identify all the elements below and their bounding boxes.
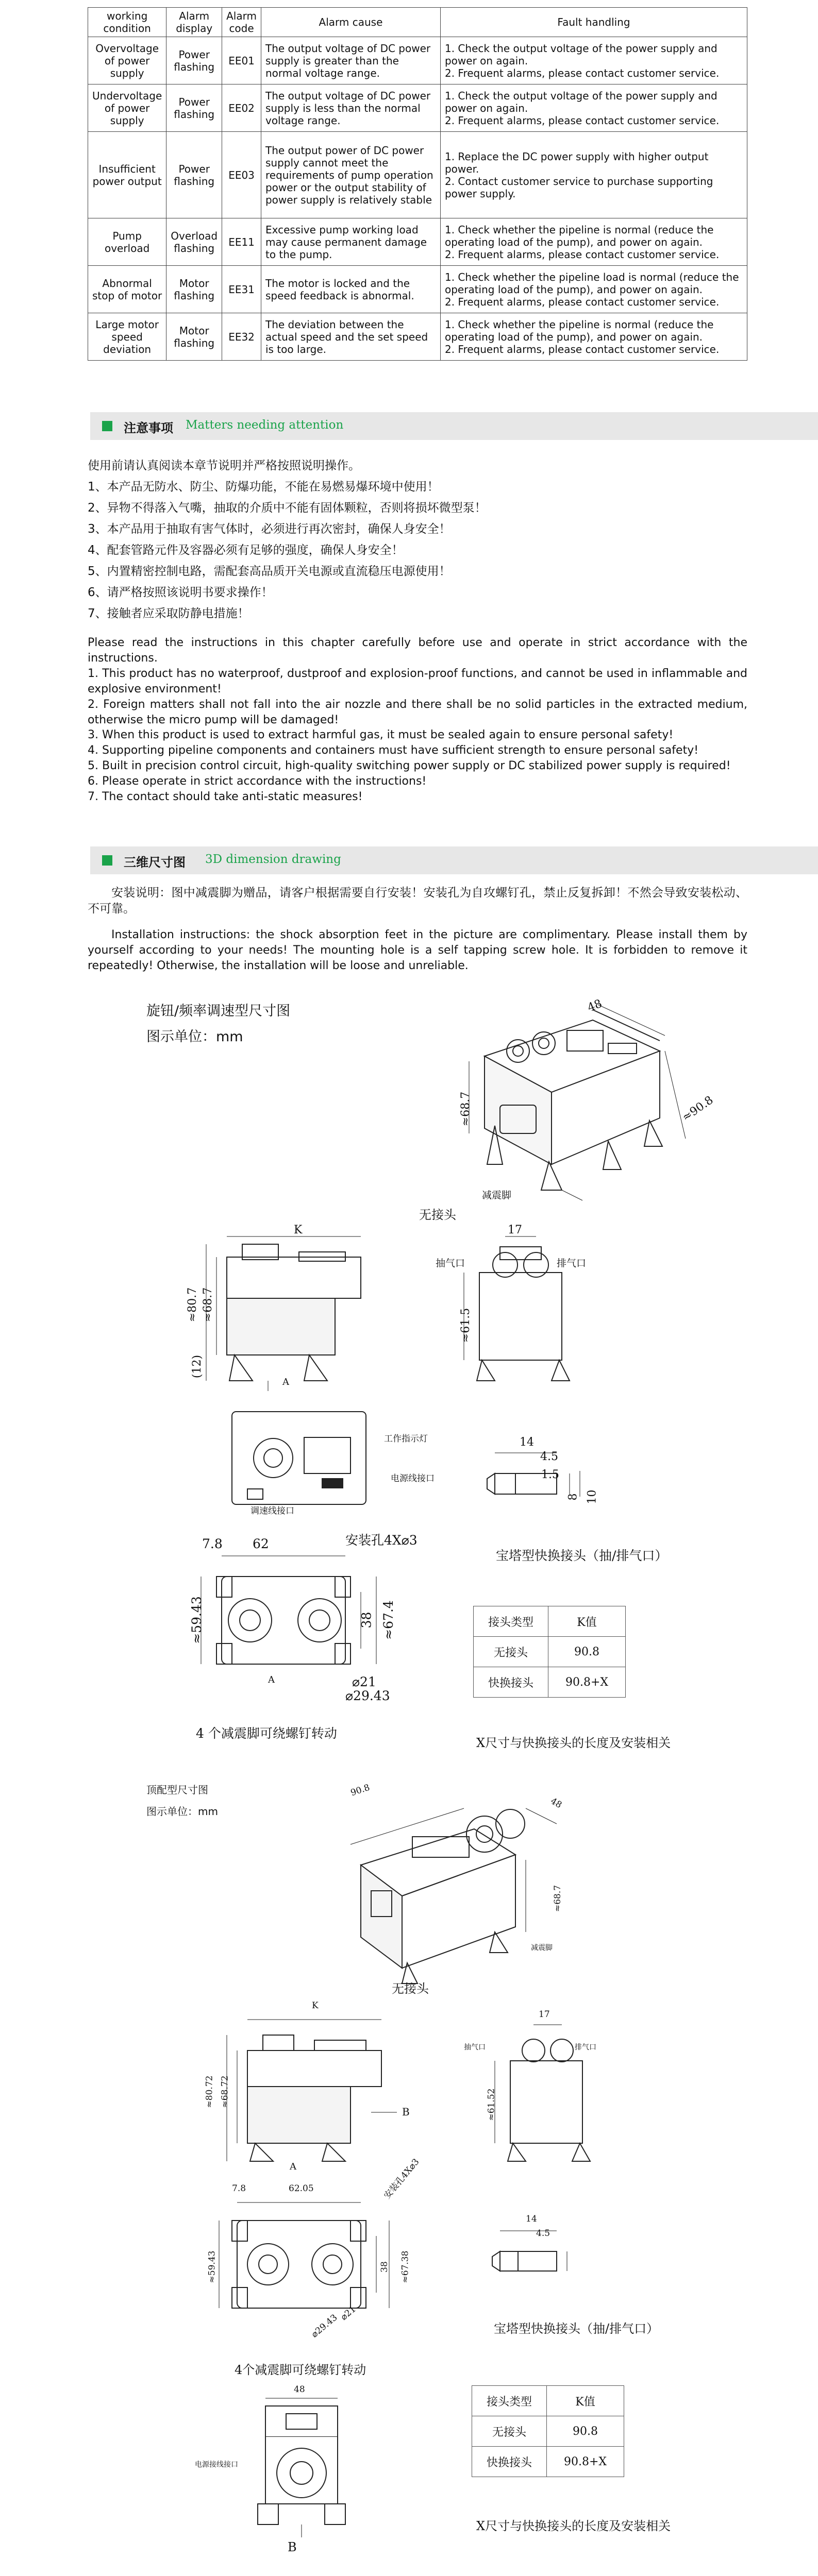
alarm-table-header — [88, 8, 747, 37]
fig2-feet-note: 4个减震脚可绕螺钉转动 — [235, 2363, 366, 2377]
fault-handling-cell: 1. Check the output voltage of the power supply and power on again. 2. Frequent alarms, please contact customer service. — [440, 84, 747, 132]
alarm-cause-cell: The output power of DC power supply cannot meet the requirements of pump operation power or the output stability of power supply is relatively stable — [261, 132, 440, 218]
fig2-k-table — [472, 2385, 624, 2477]
header-alarm-cause: Alarm cause — [261, 8, 440, 37]
fig2-no-connector: 无接头 — [392, 1981, 429, 1996]
fig1-k-row — [474, 1637, 626, 1667]
fig1-dim-side-h3: ≈61.5 — [459, 1308, 473, 1343]
fig1-top-view — [227, 1406, 392, 1520]
fig2-k-row — [472, 2447, 624, 2477]
install-note-en: Installation instructions: the shock absorption feet in the picture are complimentary. Please install them by yourself according to your needs! The mounting hole is a self tapping screw hole. It is forbidden to remove it repeatedly! Otherwise, the installation will be loose and unreliable. — [88, 928, 747, 972]
notice-cn-item: 4、配套管路元件及容器必须有足够的强度，确保人身安全！ — [88, 544, 404, 557]
drawing-title-en: 3D dimension drawing — [205, 853, 341, 866]
header-alarm-display: Alarm display — [166, 8, 222, 37]
alarm-table-row — [88, 218, 747, 266]
fault-handling-cell: 1. Replace the DC power supply with higher output power. 2. Contact customer service to purchase supporting power supply. — [440, 132, 747, 218]
working-condition-cell: Large motor speed deviation — [88, 313, 166, 361]
alarm-table-row — [88, 266, 747, 313]
fig1-end-view — [454, 1226, 582, 1396]
fig1-power-port-label: 电源线接口 — [391, 1473, 435, 1484]
alarm-display-cell: Power flashing — [166, 132, 222, 218]
fault-handling-cell: 1. Check the output voltage of the power supply and power on again. 2. Frequent alarms, please contact customer service. — [440, 37, 747, 84]
working-condition-cell: Insufficient power output — [88, 132, 166, 218]
alarm-display-cell: Motor flashing — [166, 313, 222, 361]
fig1-mount-h2: 38 — [359, 1612, 374, 1629]
fig2-k-header-type: 接头类型 — [472, 2386, 547, 2416]
fig1-nozzle-d5: 10 — [586, 1489, 599, 1504]
fig2-bottom-width: 48 — [294, 2384, 305, 2395]
fig2-mount-h1: ≈59.43 — [207, 2250, 218, 2283]
fault-handling-cell: 1. Check whether the pipeline load is normal (reduce the operating load of the pump), and power on again. 2. Frequent alarms, please contact customer service. — [440, 266, 747, 313]
fig1-dim-k: K — [294, 1224, 303, 1236]
fig2-k-cell: 90.8 — [547, 2416, 624, 2447]
fig2-nozzle-drawing — [490, 2215, 593, 2293]
fig2-mount-h2: 38 — [379, 2261, 390, 2273]
fig2-dim-side-h3: ≈61.52 — [486, 2088, 497, 2121]
fig1-dim-side-w: 17 — [508, 1224, 522, 1236]
fig1-k-cell: 90.8 — [548, 1637, 626, 1667]
notice-en-text: Please read the instructions in this chapter carefully before use and operate in strict accordance with the instructions. 1. This product has no waterproof, dustproof and explosion-proof functions, and cannot be used in inflammable and explosive environment! 2. Foreign matters shall not fall into the air nozzle and there shall be no solid particles in the extracted medium, otherwise the micro pump will be damaged! 3. When this product is used to extract harmful gas, it must be sealed again to ensure personal safety! 4. Supporting pipeline components and containers must have sufficient strength to ensure personal safety! 5. Built in precision control circuit, high-quality switching power supply or DC stabilized power supply is required! 6. Please operate in strict accordance with the instructions! 7. The contact should take anti-static measures! — [88, 636, 747, 804]
fig2-mount-h3: ≈67.38 — [400, 2250, 411, 2283]
fig2-mount-c1: ⌀21 — [339, 2304, 358, 2323]
alarm-display-cell: Power flashing — [166, 37, 222, 84]
alarm-code-cell: EE31 — [222, 266, 261, 313]
fig2-k-cell: 90.8+X — [547, 2447, 624, 2477]
fig2-dim-side-h2: ≈68.72 — [220, 2075, 230, 2108]
fig2-unit: 图示单位：mm — [146, 1805, 218, 1818]
notice-cn-item: 6、请严格按照该说明书要求操作！ — [88, 586, 273, 599]
fig2-nozzle-d1: 14 — [526, 2214, 537, 2224]
fig1-nozzle-d3: 1.5 — [541, 1468, 559, 1481]
notice-cn-item: 7、接触者应采取防静电措施！ — [88, 607, 249, 620]
fig2-title: 顶配型尺寸图 — [146, 1784, 208, 1796]
fault-handling-cell: 1. Check whether the pipeline is normal (reduce the operating load of the pump), and power on again. 2. Frequent alarms, please contact customer service. — [440, 218, 747, 266]
fig1-nozzle-d4: 8 — [566, 1493, 580, 1501]
notice-section-marker — [102, 421, 112, 431]
fig2-exhaust-label: 排气口 — [575, 2043, 596, 2052]
fig1-mount-a: A — [268, 1674, 275, 1685]
fig1-x-note: X尺寸与快换接头的长度及安装相关 — [476, 1736, 671, 1750]
fig1-mount-d2: 62 — [253, 1536, 269, 1551]
alarm-code-cell: EE02 — [222, 84, 261, 132]
fig2-x-note: X尺寸与快换接头的长度及安装相关 — [476, 2519, 671, 2533]
fig2-k-cell: 无接头 — [472, 2416, 547, 2447]
alarm-table — [88, 7, 747, 361]
fig2-k-row — [472, 2416, 624, 2447]
fig2-bottom-view — [242, 2391, 361, 2545]
alarm-table-row — [88, 132, 747, 218]
alarm-table-body — [88, 37, 747, 361]
fig2-side-view — [201, 2009, 407, 2174]
working-condition-cell: Pump overload — [88, 218, 166, 266]
fig1-nozzle-d1: 14 — [520, 1436, 534, 1449]
fig2-suction-label: 抽气口 — [464, 2043, 486, 2052]
fig2-mount-d2: 62.05 — [289, 2183, 314, 2194]
fig1-no-connector: 无接头 — [419, 1208, 456, 1222]
fig2-dim-k: K — [312, 2001, 319, 2011]
fig1-k-header-value: K值 — [548, 1606, 626, 1637]
drawing-section-bar — [90, 846, 818, 874]
fig2-mount-d1: 7.8 — [232, 2183, 246, 2194]
fig1-feet-note: 4 个减震脚可绕螺钉转动 — [196, 1726, 337, 1741]
notice-cn-item: 1、本产品无防水、防尘、防爆功能，不能在易燃易爆环境中使用！ — [88, 480, 439, 494]
fig1-title: 旋钮/频率调速型尺寸图 — [146, 1003, 291, 1019]
fig2-k-header-value: K值 — [547, 2386, 624, 2416]
alarm-table-row — [88, 37, 747, 84]
fig2-mount-hole: 安装孔4X⌀3 — [382, 2157, 422, 2201]
fig2-pagoda-label: 宝塔型快换接头（抽/排气口） — [494, 2321, 659, 2336]
fault-handling-cell: 1. Check whether the pipeline is normal (reduce the operating load of the pump), and power on again. 2. Frequent alarms, please contact customer service. — [440, 313, 747, 361]
fig1-dim-foot-gap: (12) — [191, 1354, 204, 1379]
alarm-cause-cell: The output voltage of DC power supply is greater than the normal voltage range. — [261, 37, 440, 84]
working-condition-cell: Abnormal stop of motor — [88, 266, 166, 313]
fig1-unit: 图示单位：mm — [146, 1029, 243, 1045]
fig1-pagoda-label: 宝塔型快换接头（抽/排气口） — [496, 1548, 668, 1563]
fig2-mount-view — [206, 2190, 423, 2344]
fig1-isometric-view — [438, 994, 706, 1211]
fig1-mount-hole: 安装孔4X⌀3 — [345, 1533, 418, 1548]
fig2-dim-height: ≈68.7 — [553, 1885, 563, 1912]
alarm-code-cell: EE32 — [222, 313, 261, 361]
working-condition-cell: Undervoltage of power supply — [88, 84, 166, 132]
fig2-k-table-header — [472, 2386, 624, 2416]
alarm-display-cell: Motor flashing — [166, 266, 222, 313]
notice-title-en: Matters needing attention — [186, 418, 344, 432]
fig1-damper-label: 减震脚 — [482, 1190, 512, 1201]
fig2-dim-side-h1: ≈80.72 — [204, 2075, 215, 2108]
fig2-section-a: A — [290, 2161, 296, 2172]
notice-cn-item: 3、本产品用于抽取有害气体时，必须进行再次密封，确保人身安全！ — [88, 522, 451, 536]
fig1-dim-length: ≈90.8 — [679, 1093, 716, 1125]
fig2-end-view — [485, 2009, 603, 2174]
fig1-dim-side-h2: ≈68.7 — [202, 1287, 215, 1323]
alarm-display-cell: Power flashing — [166, 84, 222, 132]
fig1-dim-height: ≈68.7 — [459, 1091, 473, 1127]
drawing-section-marker — [102, 855, 112, 866]
alarm-display-cell: Overload flashing — [166, 218, 222, 266]
fig1-speed-port-label: 调速线接口 — [251, 1506, 294, 1516]
alarm-code-cell: EE01 — [222, 37, 261, 84]
alarm-cause-cell: The deviation between the actual speed and the set speed is too large. — [261, 313, 440, 361]
fig2-power-port-label: 电源接线接口 — [195, 2461, 238, 2469]
alarm-table-row — [88, 313, 747, 361]
fig2-k-cell: 快换接头 — [472, 2447, 547, 2477]
alarm-cause-cell: Excessive pump working load may cause permanent damage to the pump. — [261, 218, 440, 266]
alarm-table-row — [88, 84, 747, 132]
drawing-title-cn: 三维尺寸图 — [124, 855, 186, 870]
fig1-dim-width: 48 — [586, 997, 604, 1015]
header-working-condition: working condition — [88, 8, 166, 37]
fig2-mount-c2: ⌀29.43 — [309, 2312, 340, 2340]
notice-cn-item: 5、内置精密控制电路，需配套高品质开关电源或直流稳压电源使用！ — [88, 565, 451, 578]
fig2-nozzle-d2: 4.5 — [536, 2228, 550, 2239]
fig1-k-header-type: 接头类型 — [474, 1606, 548, 1637]
fig2-dim-side-w: 17 — [539, 2009, 550, 2020]
notice-title-cn: 注意事项 — [124, 421, 173, 435]
header-fault-handling: Fault handling — [440, 8, 747, 37]
fig1-exhaust-label: 排气口 — [557, 1258, 587, 1269]
fig1-mount-h1: ≈59.43 — [189, 1596, 204, 1644]
fig2-dim-width: 48 — [548, 1795, 564, 1811]
alarm-cause-cell: The output voltage of DC power supply is less than the normal voltage range. — [261, 84, 440, 132]
fig1-section-a: A — [282, 1377, 289, 1387]
fig2-section-b: B — [402, 2106, 410, 2118]
fig2-damper-label: 减震脚 — [531, 1944, 553, 1952]
notice-cn-item: 2、异物不得落入气嘴，抽取的介质中不能有固体颗粒，否则将损坏微型泵！ — [88, 501, 487, 515]
fig1-k-cell: 无接头 — [474, 1637, 548, 1667]
fig2-dim-length: 90.8 — [349, 1782, 372, 1799]
alarm-cause-cell: The motor is locked and the speed feedback is abnormal. — [261, 266, 440, 313]
notice-cn-intro: 使用前请认真阅读本章节说明并严格按照说明操作。 — [88, 459, 360, 472]
alarm-code-cell: EE11 — [222, 218, 261, 266]
fig1-work-light-label: 工作指示灯 — [384, 1434, 428, 1444]
install-note-cn: 安装说明：图中减震脚为赠品，请客户根据需要自行安装！安装孔为自攻螺钉孔，禁止反复拆卸！不然会导致安装松动、不可靠。 — [88, 886, 747, 916]
fig2-bottom-b: B — [288, 2540, 297, 2554]
header-alarm-code: Alarm code — [222, 8, 261, 37]
fig1-mount-c2: ⌀29.43 — [345, 1688, 390, 1703]
fig1-k-table-header — [474, 1606, 626, 1637]
fig1-suction-label: 抽气口 — [436, 1258, 465, 1269]
fig1-k-cell: 快换接头 — [474, 1667, 548, 1698]
fig1-k-row — [474, 1667, 626, 1698]
fig1-mount-h3: ≈67.4 — [380, 1600, 396, 1640]
fig1-dim-side-h1: ≈80.7 — [186, 1287, 199, 1323]
fig1-k-table — [473, 1606, 626, 1698]
fig1-k-cell: 90.8+X — [548, 1667, 626, 1698]
alarm-code-cell: EE03 — [222, 132, 261, 218]
fig1-mount-d1: 7.8 — [202, 1536, 223, 1551]
fig1-mount-c1: ⌀21 — [352, 1674, 376, 1689]
working-condition-cell: Overvoltage of power supply — [88, 37, 166, 84]
fig1-nozzle-d2: 4.5 — [540, 1450, 558, 1463]
